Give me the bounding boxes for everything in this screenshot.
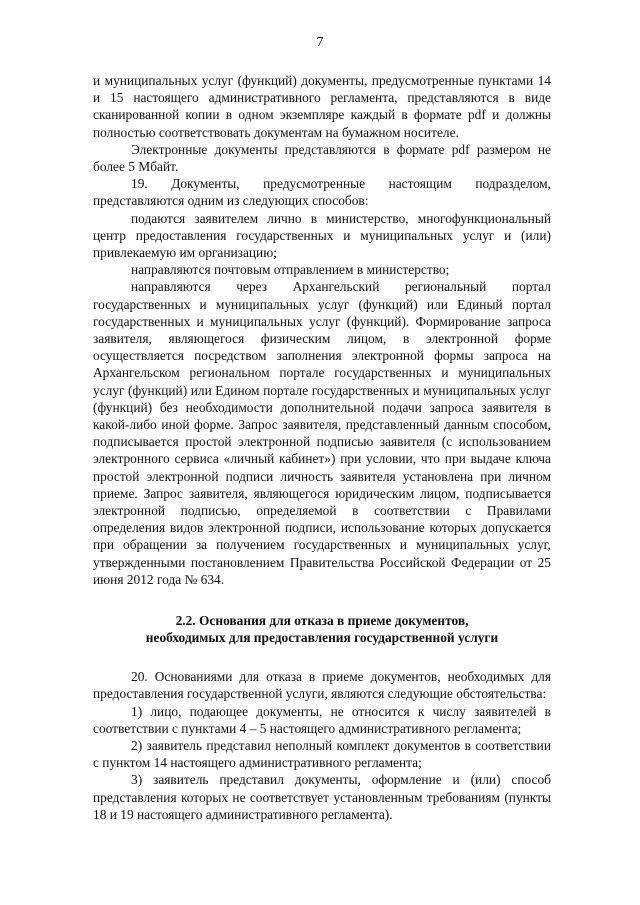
paragraph-file-size: Электронные документы представляются в формате pdf размером не более 5 Мбайт.: [93, 141, 551, 175]
section-title-line-1: 2.2. Основания для отказа в приеме документов,: [175, 613, 469, 629]
paragraph-by-post: направляются почтовым отправлением в министерство;: [131, 262, 450, 278]
section-title-line-2: необходимых для предоставления государственной услуги: [145, 630, 499, 646]
list-item-1: 1) лицо, подающее документы, не относится к числу заявителей в соответствии с пунктами 4 – 5 настоящего административного регламента;: [93, 703, 551, 736]
page-number: 7: [316, 35, 324, 50]
paragraph-in-person: подаются заявителем лично в министерство, многофункциональный центр предоставления государственных и муниципальных услуг и (или) привлекаемую им организацию;: [93, 210, 551, 261]
list-item-2: 2) заявитель представил неполный комплект документов в соответствии с пунктом 14 настоящего административного регламента;: [93, 737, 551, 771]
paragraph-continuation: и муниципальных услуг (функций) документы, предусмотренные пунктами 14 и 15 настоящего административного регламента, представляются в виде сканированной копии в одном экземпляре каждый в формате pdf и должны полностью соответствовать документам на бумажном носителе.: [93, 73, 551, 140]
section-title: [93, 612, 551, 646]
paragraph-portal: направляются через Архангельский региональный портал государственных и муниципальных услуг (функций) или Единый портал государственных и муниципальных услуг (функций). Формирование запроса заявителя, являющегося физическим лицом, в электронной форме осуществляется посредством заполнения электронной формы запроса на Архангельском региональном портале государственных и муниципальных услуг (функций) или Едином портале государственных и муниципальных услуг (функций) без необходимости дополнительной подачи запроса заявителя в какой-либо иной форме. Запрос заявителя, представленный данным способом, подписывается простой электронной подписью заявителя (с использованием электронного сервиса «личный кабинет») при условии, что при выдаче ключа простой электронной подписи личность заявителя установлена при личном приеме. Запрос заявителя, являющегося юридическим лицом, подписывается электронной подписью, определяемой в соответствии с Правилами определения видов электронной подписи, использование которых допускается при обращении за получением государственных и муниципальных услуг, утвержденными постановлением Правительства Российской Федерации от 25 июня 2012 года № 634.: [93, 279, 551, 587]
paragraph-20: 20. Основаниями для отказа в приеме документов, необходимых для предоставления государственной услуги, являются следующие обстоятельства:: [93, 669, 551, 702]
paragraph-19: 19. Документы, предусмотренные настоящим подразделом, представляются одним из следующих способов:: [93, 176, 551, 209]
document-body: [93, 72, 551, 823]
list-item-3: 3) заявитель представил документы, оформление и (или) способ представления которых не соответствует установленным требованиям (пункты 18 и 19 настоящего административного регламента).: [93, 772, 551, 822]
